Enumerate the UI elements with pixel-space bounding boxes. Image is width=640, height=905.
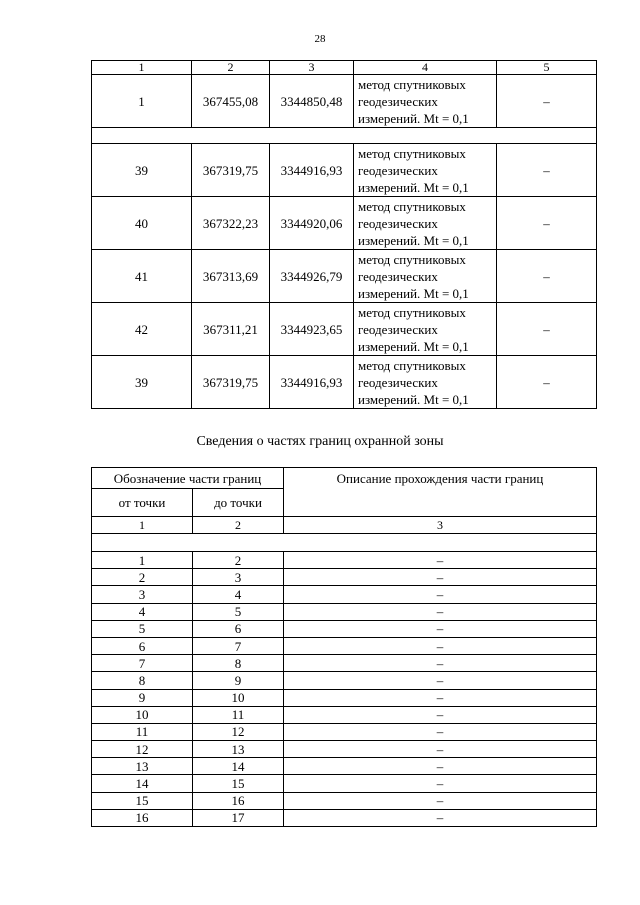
to-point: 8 <box>193 655 284 672</box>
table-row <box>92 197 597 250</box>
boundary-parts-table <box>91 467 597 827</box>
point-number: 41 <box>92 250 192 303</box>
part-description: – <box>284 637 597 654</box>
column-number: 1 <box>92 517 193 534</box>
to-point: 2 <box>193 552 284 569</box>
from-point: 11 <box>92 723 193 740</box>
part-description: – <box>284 672 597 689</box>
point-number: 39 <box>92 356 192 409</box>
table-row <box>92 655 597 672</box>
to-point: 14 <box>193 758 284 775</box>
method-description: метод спутниковых геодезических измерений. Mt = 0,1 <box>354 303 497 356</box>
to-point: 11 <box>193 706 284 723</box>
from-point: 4 <box>92 603 193 620</box>
table-row <box>92 775 597 792</box>
table-row <box>92 758 597 775</box>
table-row <box>92 741 597 758</box>
gap-cell <box>92 534 597 552</box>
from-point: 16 <box>92 809 193 826</box>
column-number: 3 <box>284 517 597 534</box>
gap-cell <box>92 128 597 144</box>
to-point: 3 <box>193 569 284 586</box>
table-row <box>92 356 597 409</box>
table-row <box>92 620 597 637</box>
from-point: 5 <box>92 620 193 637</box>
from-point: 8 <box>92 672 193 689</box>
header-cell: 5 <box>497 61 597 75</box>
coord-y: 3344916,93 <box>270 144 354 197</box>
section-title: Сведения о частях границ охранной зоны <box>196 434 444 449</box>
table-row <box>92 75 597 128</box>
header-group-cell: Обозначение части границ <box>92 468 284 489</box>
table-row <box>92 303 597 356</box>
to-point: 10 <box>193 689 284 706</box>
table-row <box>92 706 597 723</box>
coord-x: 367322,23 <box>192 197 270 250</box>
part-description: – <box>284 741 597 758</box>
point-number: 42 <box>92 303 192 356</box>
table-row <box>92 250 597 303</box>
from-point: 12 <box>92 741 193 758</box>
to-point: 16 <box>193 792 284 809</box>
part-description: – <box>284 792 597 809</box>
part-description: – <box>284 758 597 775</box>
note-cell: – <box>497 303 597 356</box>
part-description: – <box>284 723 597 740</box>
to-point: 4 <box>193 586 284 603</box>
note-cell: – <box>497 144 597 197</box>
header-cell: 2 <box>192 61 270 75</box>
coord-y: 3344920,06 <box>270 197 354 250</box>
method-description: метод спутниковых геодезических измерений. Mt = 0,1 <box>354 250 497 303</box>
coord-x: 367311,21 <box>192 303 270 356</box>
header-cell: 3 <box>270 61 354 75</box>
coord-y: 3344916,93 <box>270 356 354 409</box>
part-description: – <box>284 706 597 723</box>
table-row <box>92 144 597 197</box>
to-point: 13 <box>193 741 284 758</box>
from-point: 1 <box>92 552 193 569</box>
table-row <box>92 552 597 569</box>
method-description: метод спутниковых геодезических измерений. Mt = 0,1 <box>354 197 497 250</box>
table-row <box>92 672 597 689</box>
note-cell: – <box>497 250 597 303</box>
header-desc-cell: Описание прохождения части границ <box>284 468 597 517</box>
part-description: – <box>284 569 597 586</box>
coord-x: 367455,08 <box>192 75 270 128</box>
header-cell: 4 <box>354 61 497 75</box>
table-header-row <box>92 61 597 75</box>
table-row <box>92 723 597 740</box>
method-description: метод спутниковых геодезических измерений. Mt = 0,1 <box>354 144 497 197</box>
part-description: – <box>284 689 597 706</box>
part-description: – <box>284 620 597 637</box>
point-number: 39 <box>92 144 192 197</box>
coord-x: 367319,75 <box>192 356 270 409</box>
table-row <box>92 792 597 809</box>
to-point: 12 <box>193 723 284 740</box>
from-point: 14 <box>92 775 193 792</box>
header-from-cell: от точки <box>92 489 193 517</box>
note-cell: – <box>497 197 597 250</box>
to-point: 9 <box>193 672 284 689</box>
coordinates-table <box>91 60 597 409</box>
from-point: 6 <box>92 637 193 654</box>
to-point: 5 <box>193 603 284 620</box>
note-cell: – <box>497 356 597 409</box>
from-point: 3 <box>92 586 193 603</box>
method-description: метод спутниковых геодезических измерений. Mt = 0,1 <box>354 75 497 128</box>
coord-y: 3344923,65 <box>270 303 354 356</box>
point-number: 40 <box>92 197 192 250</box>
page-number: 28 <box>314 33 326 45</box>
from-point: 7 <box>92 655 193 672</box>
coord-y: 3344926,79 <box>270 250 354 303</box>
table-row <box>92 689 597 706</box>
part-description: – <box>284 775 597 792</box>
to-point: 6 <box>193 620 284 637</box>
to-point: 15 <box>193 775 284 792</box>
from-point: 13 <box>92 758 193 775</box>
part-description: – <box>284 552 597 569</box>
from-point: 2 <box>92 569 193 586</box>
header-cell: 1 <box>92 61 192 75</box>
from-point: 15 <box>92 792 193 809</box>
from-point: 9 <box>92 689 193 706</box>
table-header-row <box>92 468 597 489</box>
note-cell: – <box>497 75 597 128</box>
method-description: метод спутниковых геодезических измерений. Mt = 0,1 <box>354 356 497 409</box>
table-gap-row <box>92 534 597 552</box>
point-number: 1 <box>92 75 192 128</box>
to-point: 7 <box>193 637 284 654</box>
coord-x: 367319,75 <box>192 144 270 197</box>
part-description: – <box>284 586 597 603</box>
part-description: – <box>284 603 597 620</box>
table-row <box>92 637 597 654</box>
coord-y: 3344850,48 <box>270 75 354 128</box>
table-row <box>92 586 597 603</box>
table-row <box>92 569 597 586</box>
from-point: 10 <box>92 706 193 723</box>
part-description: – <box>284 655 597 672</box>
header-to-cell: до точки <box>193 489 284 517</box>
table-gap-row <box>92 128 597 144</box>
column-number: 2 <box>193 517 284 534</box>
part-description: – <box>284 809 597 826</box>
column-number-row <box>92 517 597 534</box>
coord-x: 367313,69 <box>192 250 270 303</box>
to-point: 17 <box>193 809 284 826</box>
table-row <box>92 809 597 826</box>
table-row <box>92 603 597 620</box>
